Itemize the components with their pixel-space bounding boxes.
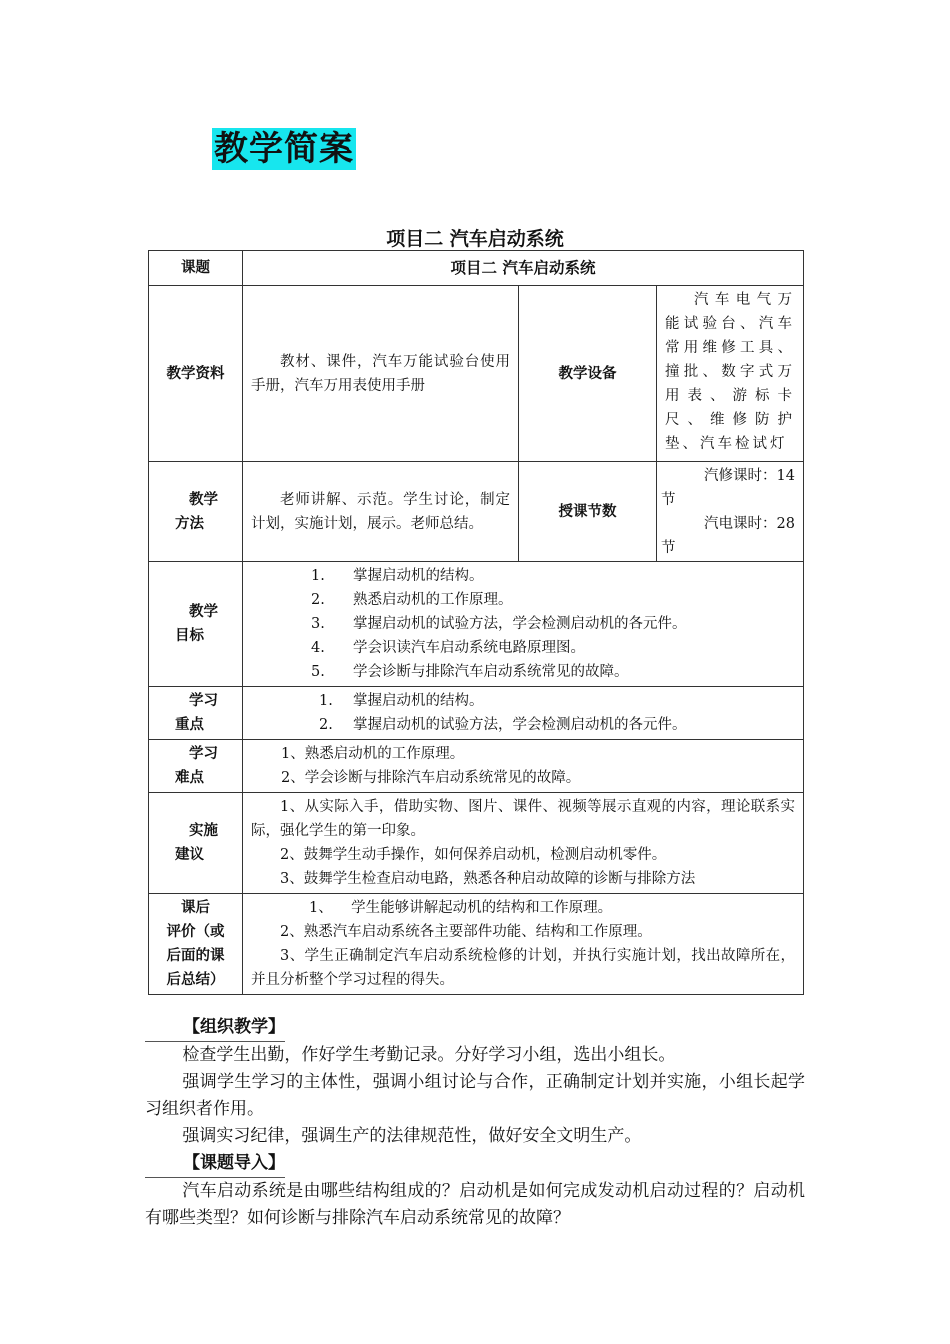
- list-item: 3. 掌握启动机的试验方法，学会检测启动机的各元件。: [311, 616, 687, 632]
- equipment-label: 教学设备: [519, 286, 657, 462]
- equipment-value: 汽车电气万能试验台、汽车常用维修工具、撞批、数字式万用表、游标卡尺、维修防护垫、汽车检试灯: [657, 286, 804, 462]
- diff-label-line2: 难点: [175, 770, 204, 786]
- organize-heading: 【组织教学】: [145, 1014, 285, 1042]
- list-item: 2、学会诊断与排除汽车启动系统常见的故障。: [281, 770, 581, 786]
- hours-label: 授课节数: [519, 462, 657, 562]
- table-row-method: [149, 462, 804, 562]
- table-row-difficulties: [149, 740, 804, 793]
- impl-label-line2: 建议: [175, 847, 204, 863]
- table-row-goals: [149, 562, 804, 687]
- evaluation-list: [243, 894, 804, 995]
- diff-label-line1: 学习: [189, 746, 218, 762]
- diff-label: [149, 740, 243, 793]
- lesson-plan-table: [148, 250, 804, 995]
- list-item: 1、熟悉启动机的工作原理。: [281, 746, 465, 762]
- method-label-line1: 教学: [189, 491, 218, 508]
- eval-label-line3: 后面的课: [166, 948, 225, 964]
- method-label: [149, 462, 243, 562]
- list-item: 2、鼓舞学生动手操作，如何保养启动机，检测启动机零件。: [280, 847, 667, 863]
- table-row-evaluation: [149, 894, 804, 995]
- eval-label-line4: 后总结）: [166, 972, 225, 988]
- table-caption: 项目二 汽车启动系统: [386, 228, 564, 250]
- materials-label: 教学资料: [149, 286, 243, 462]
- key-points-list: [243, 687, 804, 740]
- list-item: 1. 掌握启动机的结构。: [319, 693, 484, 709]
- table-row-topic: [149, 251, 804, 286]
- table-row-key-points: [149, 687, 804, 740]
- organize-paragraph: 强调实习纪律，强调生产的法律规范性，做好安全文明生产。: [182, 1126, 642, 1146]
- materials-value: 教材、课件，汽车万能试验台使用手册，汽车万用表使用手册: [243, 286, 519, 462]
- intro-paragraph: 汽车启动系统是由哪些结构组成的？启动机是如何完成发动机启动过程的？启动机有哪些类型？如何诊断与排除汽车启动系统常见的故障？: [145, 1181, 805, 1228]
- key-label-line1: 学习: [189, 693, 218, 709]
- table-row-materials: [149, 286, 804, 462]
- topic-label: 课题: [149, 251, 243, 286]
- list-item: 2、熟悉汽车启动系统各主要部件功能、结构和工作原理。: [280, 924, 652, 940]
- hours-line2: 汽电课时：28: [704, 515, 795, 532]
- topic-value: 项目二 汽车启动系统: [243, 251, 804, 286]
- list-item: 1、 学生能够讲解起动机的结构和工作原理。: [309, 900, 613, 916]
- goals-label: [149, 562, 243, 687]
- body-text: [145, 1014, 805, 1232]
- list-item: 2. 掌握启动机的试验方法，学会检测启动机的各元件。: [319, 717, 687, 733]
- goals-label-line1: 教学: [189, 604, 218, 620]
- hours-line1-tail: 节: [661, 491, 676, 508]
- organize-paragraph: 强调学生学习的主体性，强调小组讨论与合作，正确制定计划并实施，小组长起学习组织者作用。: [145, 1072, 805, 1119]
- list-item: 5. 学会诊断与排除汽车启动系统常见的故障。: [311, 664, 629, 680]
- list-item: 3、鼓舞学生检查启动电路，熟悉各种启动故障的诊断与排除方法: [280, 871, 696, 887]
- method-label-line2: 方法: [175, 515, 204, 532]
- eval-label-line1: 课后: [181, 900, 210, 916]
- document-title: 教学简案: [214, 129, 354, 169]
- method-value: 老师讲解、示范。学生讨论，制定计划，实施计划，展示。老师总结。: [243, 462, 519, 562]
- hours-line2-tail: 节: [661, 539, 676, 556]
- impl-label-line1: 实施: [189, 823, 218, 839]
- table-row-implementation: [149, 793, 804, 894]
- list-item: 3、学生正确制定汽车启动系统检修的计划，并执行实施计划，找出故障所在，并且分析整个学习过程的得失。: [251, 948, 795, 988]
- organize-paragraph: 检查学生出勤，作好学生考勤记录。分好学习小组，选出小组长。: [182, 1045, 676, 1065]
- key-label-line2: 重点: [175, 717, 204, 733]
- difficulties-list: [243, 740, 804, 793]
- implementation-list: [243, 793, 804, 894]
- intro-heading: 【课题导入】: [145, 1150, 285, 1178]
- list-item: 4. 学会识读汽车启动系统电路原理图。: [311, 640, 585, 656]
- eval-label: [149, 894, 243, 995]
- list-item: 2. 熟悉启动机的工作原理。: [311, 592, 513, 608]
- hours-line1: 汽修课时：14: [704, 467, 795, 484]
- hours-value: [657, 462, 804, 562]
- eval-label-line2: 评价（或: [166, 924, 225, 940]
- goals-label-line2: 目标: [175, 628, 204, 644]
- list-item: 1. 掌握启动机的结构。: [311, 568, 484, 584]
- list-item: 1、从实际入手，借助实物、图片、课件、视频等展示直观的内容，理论联系实际，强化学生的第一印象。: [251, 799, 795, 839]
- goals-list: [243, 562, 804, 687]
- impl-label: [149, 793, 243, 894]
- key-label: [149, 687, 243, 740]
